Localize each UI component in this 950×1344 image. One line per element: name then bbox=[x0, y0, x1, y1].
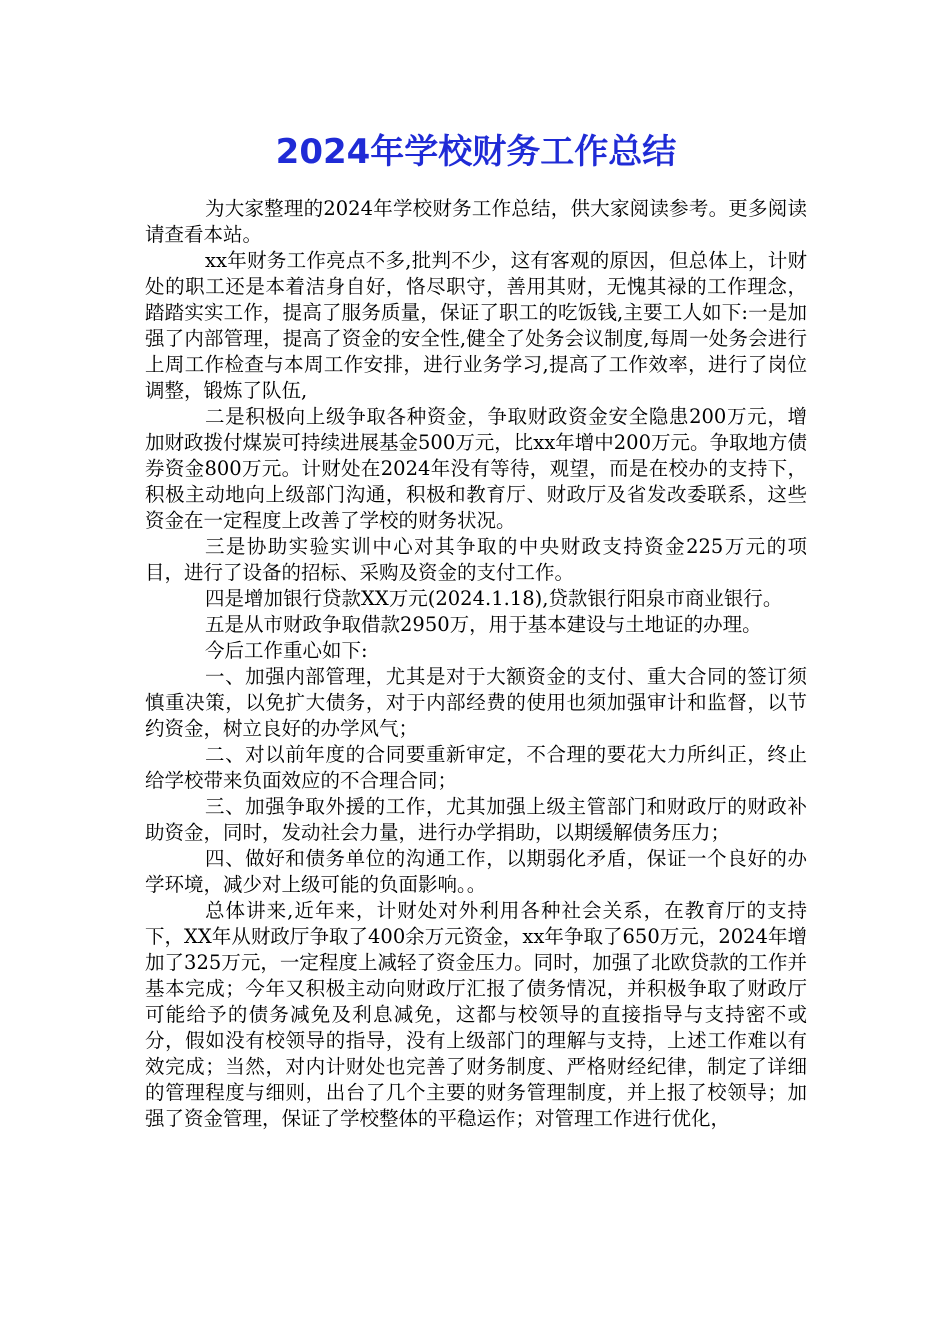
paragraph-summary: 总体讲来,近年来，计财处对外利用各种社会关系，在教育厅的支持下，XX年从财政厅争取了400余万元资金，xx年争取了650万元，2024年增加了325万元，一定程度上减轻了资金压力。同时，加强了北欧贷款的工作并基本完成；今年又积极主动向财政厅汇报了债务情况，并积极争取了财政厅可能给予的债务减免及利息减免，这都与校领导的直接指导与支持密不或分，假如没有校领导的指导，没有上级部门的理解与支持，上述工作难以有效完成；当然，对内计财处也完善了财务制度、严格财经纪律，制定了详细的管理程度与细则，出台了几个主要的财务管理制度，并上报了校领导；加强了资金管理，保证了学校整体的平稳运作；对管理工作进行优化， bbox=[145, 899, 807, 1130]
paragraph-future-3: 三、加强争取外援的工作，尤其加强上级主管部门和财政厅的财政补助资金，同时，发动社会力量，进行办学捐助，以期缓解债务压力； bbox=[145, 795, 807, 844]
document-title: 2024年学校财务工作总结 bbox=[275, 132, 677, 172]
paragraph-future-4: 四、做好和债务单位的沟通工作，以期弱化矛盾，保证一个良好的办学环境，减少对上级可能的负面影响。。 bbox=[145, 847, 807, 896]
paragraph-future-1: 一、加强内部管理，尤其是对于大额资金的支付、重大合同的签订须慎重决策，以免扩大债务，对于内部经费的使用也须加强审计和监督，以节约资金，树立良好的办学风气； bbox=[145, 665, 807, 740]
paragraph-intro: 为大家整理的2024年学校财务工作总结，供大家阅读参考。更多阅读请查看本站。 bbox=[145, 197, 807, 246]
paragraph-overview: xx年财务工作亮点不多,批判不少，这有客观的原因，但总体上，计财处的职工还是本着洁身自好，恪尽职守，善用其财，无愧其禄的工作理念，踏踏实实工作，提高了服务质量，保证了职工的吃饭钱,主要工人如下:一是加强了内部管理，提高了资金的安全性,健全了处务会议制度,每周一处务会进行上周工作检查与本周工作安排，进行业务学习,提高了工作效率，进行了岗位调整，锻炼了队伍, bbox=[145, 249, 807, 402]
document-body bbox=[145, 196, 807, 1132]
paragraph-item-3: 三是协助实验实训中心对其争取的中央财政支持资金225万元的项目，进行了设备的招标、采购及资金的支付工作。 bbox=[145, 535, 807, 584]
paragraph-future-heading: 今后工作重心如下: bbox=[205, 639, 368, 662]
paragraph-item-4: 四是增加银行贷款XX万元(2024.1.18),贷款银行阳泉市商业银行。 bbox=[205, 587, 783, 610]
paragraph-item-5: 五是从市财政争取借款2950万，用于基本建设与土地证的办理。 bbox=[205, 613, 762, 636]
paragraph-future-2: 二、对以前年度的合同要重新审定，不合理的要花大力所纠正，终止给学校带来负面效应的不合理合同； bbox=[145, 743, 807, 792]
paragraph-item-2: 二是积极向上级争取各种资金，争取财政资金安全隐患200万元，增加财政拨付煤炭可持续进展基金500万元，比xx年增中200万元。争取地方债券资金800万元。计财处在2024年没有等待，观望，而是在校办的支持下，积极主动地向上级部门沟通，积极和教育厅、财政厅及省发改委联系，这些资金在一定程度上改善了学校的财务状况。 bbox=[145, 405, 807, 532]
document-page bbox=[145, 120, 807, 1132]
